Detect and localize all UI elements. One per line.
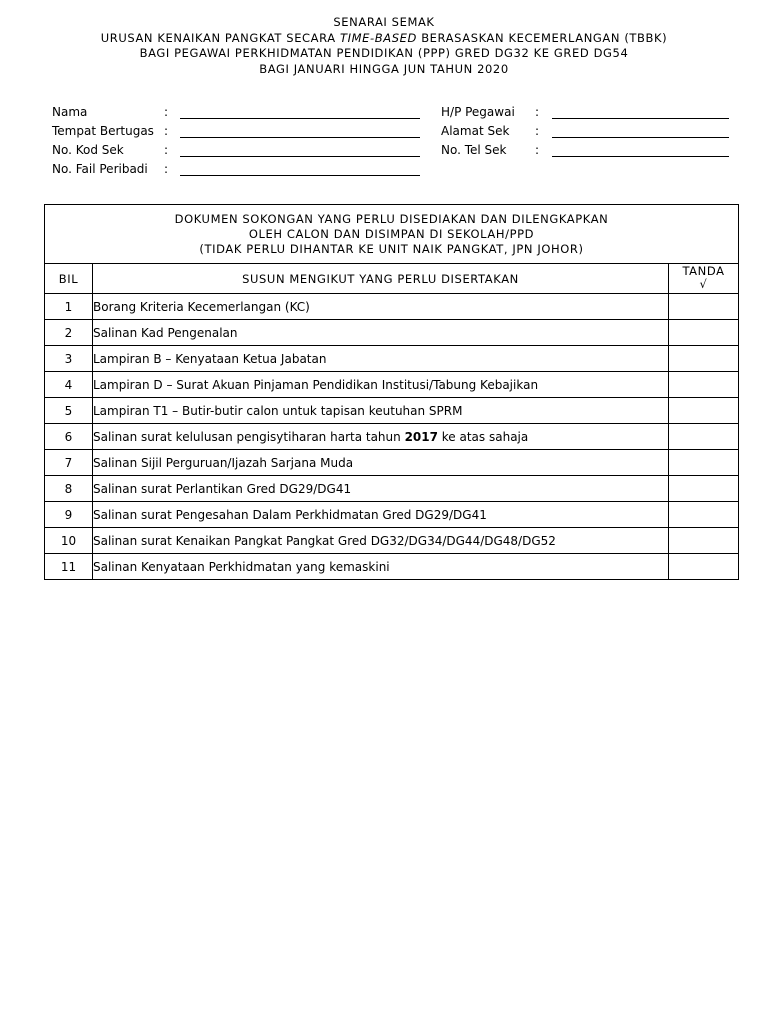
row-tanda-cell[interactable] bbox=[669, 320, 739, 346]
field-colon: : bbox=[535, 143, 540, 157]
row-item: Lampiran T1 – Butir-butir calon untuk tapisan keutuhan SPRM bbox=[93, 398, 669, 424]
row-item bbox=[93, 424, 669, 450]
document-checklist-table bbox=[44, 204, 739, 580]
row-item: Lampiran B – Kenyataan Ketua Jabatan bbox=[93, 346, 669, 372]
row-number: 9 bbox=[45, 502, 93, 528]
field-label: Alamat Sek bbox=[441, 124, 510, 138]
hp-pegawai-field[interactable] bbox=[552, 118, 729, 119]
field-label: No. Kod Sek bbox=[52, 143, 124, 157]
table-title-line-1: DOKUMEN SOKONGAN YANG PERLU DISEDIAKAN DAN DILENGKAPKAN bbox=[174, 211, 609, 226]
row-item: Salinan Kenyataan Perkhidmatan yang kemaskini bbox=[93, 554, 669, 580]
field-label: H/P Pegawai bbox=[441, 105, 515, 119]
row-tanda-cell[interactable] bbox=[669, 476, 739, 502]
tempat-bertugas-field[interactable] bbox=[180, 137, 420, 138]
row-tanda-cell[interactable] bbox=[669, 346, 739, 372]
table-header-row bbox=[45, 264, 739, 294]
row-number: 10 bbox=[45, 528, 93, 554]
column-header-tanda bbox=[669, 264, 739, 294]
row-number: 6 bbox=[45, 424, 93, 450]
row-number: 5 bbox=[45, 398, 93, 424]
row-number: 2 bbox=[45, 320, 93, 346]
row-number: 7 bbox=[45, 450, 93, 476]
row-item: Salinan surat Pengesahan Dalam Perkhidmatan Gred DG29/DG41 bbox=[93, 502, 669, 528]
table-row bbox=[45, 450, 739, 476]
row-item-year: 2017 bbox=[404, 429, 438, 444]
row-number: 3 bbox=[45, 346, 93, 372]
field-colon: : bbox=[535, 124, 540, 138]
column-header-bil: BIL bbox=[45, 264, 93, 294]
table-row bbox=[45, 398, 739, 424]
tel-sek-field[interactable] bbox=[552, 156, 729, 157]
header-subtitle-1-post: BERASASKAN KECEMERLANGAN (TBBK) bbox=[416, 30, 668, 45]
alamat-sek-field[interactable] bbox=[552, 137, 729, 138]
fail-peribadi-field[interactable] bbox=[180, 175, 420, 176]
row-item: Salinan Sijil Perguruan/Ijazah Sarjana Muda bbox=[93, 450, 669, 476]
row-number: 4 bbox=[45, 372, 93, 398]
checkmark-icon: √ bbox=[699, 277, 708, 291]
kod-sek-field[interactable] bbox=[180, 156, 420, 157]
row-item: Salinan surat Perlantikan Gred DG29/DG41 bbox=[93, 476, 669, 502]
row-number: 8 bbox=[45, 476, 93, 502]
table-row bbox=[45, 424, 739, 450]
header-subtitle-1-italic: TIME-BASED bbox=[340, 30, 417, 45]
row-tanda-cell[interactable] bbox=[669, 528, 739, 554]
document-header bbox=[0, 15, 768, 77]
header-subtitle-2: BAGI PEGAWAI PERKHIDMATAN PENDIDIKAN (PPP) GRED DG32 KE GRED DG54 bbox=[139, 46, 629, 60]
field-label: Nama bbox=[52, 105, 88, 119]
table-title-line-2: OLEH CALON DAN DISIMPAN DI SEKOLAH/PPD bbox=[248, 226, 535, 241]
table-title-line-3: (TIDAK PERLU DIHANTAR KE UNIT NAIK PANGKAT, JPN JOHOR) bbox=[199, 241, 584, 256]
table-row bbox=[45, 372, 739, 398]
column-header-item: SUSUN MENGIKUT YANG PERLU DISERTAKAN bbox=[93, 264, 669, 294]
table-row bbox=[45, 554, 739, 580]
field-colon: : bbox=[164, 162, 169, 176]
field-colon: : bbox=[535, 105, 540, 119]
table-title-row bbox=[45, 205, 739, 264]
row-number: 11 bbox=[45, 554, 93, 580]
column-header-tanda-label: TANDA bbox=[682, 264, 725, 278]
field-label: No. Fail Peribadi bbox=[52, 162, 148, 176]
row-tanda-cell[interactable] bbox=[669, 294, 739, 320]
row-tanda-cell[interactable] bbox=[669, 424, 739, 450]
table-title bbox=[45, 205, 739, 264]
field-label: Tempat Bertugas bbox=[52, 124, 154, 138]
header-subtitle-1-pre: URUSAN KENAIKAN PANGKAT SECARA bbox=[100, 30, 340, 45]
row-item: Salinan Kad Pengenalan bbox=[93, 320, 669, 346]
row-tanda-cell[interactable] bbox=[669, 372, 739, 398]
row-tanda-cell[interactable] bbox=[669, 398, 739, 424]
row-item: Salinan surat Kenaikan Pangkat Pangkat Gred DG32/DG34/DG44/DG48/DG52 bbox=[93, 528, 669, 554]
table-row bbox=[45, 346, 739, 372]
row-number: 1 bbox=[45, 294, 93, 320]
row-item: Borang Kriteria Kecemerlangan (KC) bbox=[93, 294, 669, 320]
field-colon: : bbox=[164, 105, 169, 119]
field-colon: : bbox=[164, 124, 169, 138]
header-subtitle-3: BAGI JANUARI HINGGA JUN TAHUN 2020 bbox=[259, 61, 509, 76]
field-colon: : bbox=[164, 143, 169, 157]
header-title: SENARAI SEMAK bbox=[333, 15, 435, 29]
table-row bbox=[45, 476, 739, 502]
table-row bbox=[45, 528, 739, 554]
table-row bbox=[45, 320, 739, 346]
row-tanda-cell[interactable] bbox=[669, 450, 739, 476]
nama-field[interactable] bbox=[180, 118, 420, 119]
row-tanda-cell[interactable] bbox=[669, 502, 739, 528]
row-tanda-cell[interactable] bbox=[669, 554, 739, 580]
table-row bbox=[45, 502, 739, 528]
row-item-text-pre: Salinan surat kelulusan pengisytiharan harta tahun bbox=[93, 429, 405, 444]
field-label: No. Tel Sek bbox=[441, 143, 507, 157]
row-item: Lampiran D – Surat Akuan Pinjaman Pendidikan Institusi/Tabung Kebajikan bbox=[93, 372, 669, 398]
row-item-text-post: ke atas sahaja bbox=[437, 429, 529, 444]
header-subtitle-1 bbox=[0, 31, 768, 47]
table-row bbox=[45, 294, 739, 320]
